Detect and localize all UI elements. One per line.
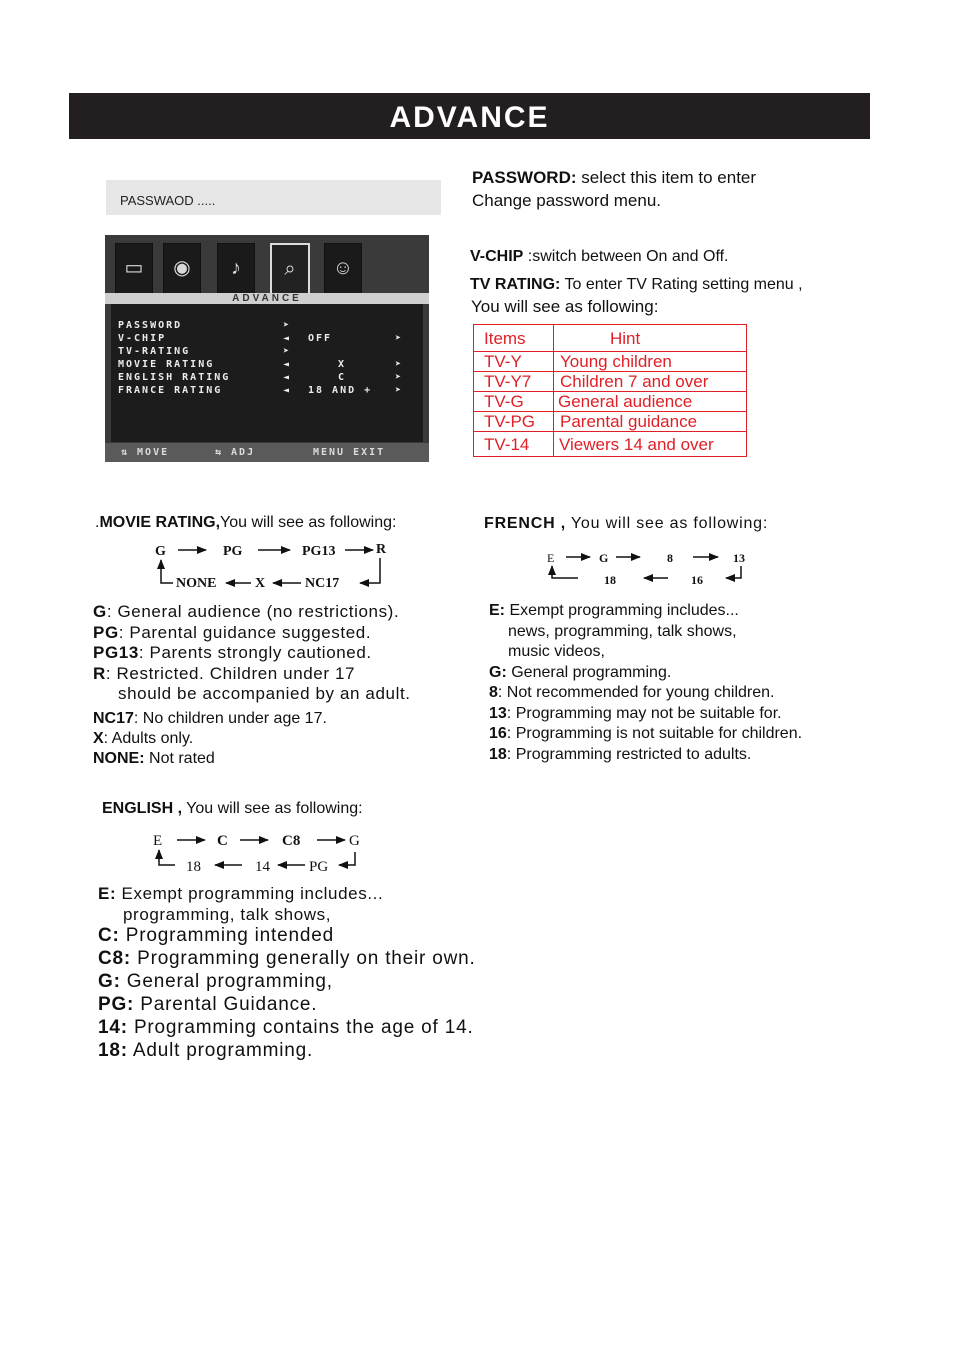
movie-defs xyxy=(93,602,411,705)
arrow-down-left-icon xyxy=(339,852,355,865)
def-term: PG13 xyxy=(93,643,139,662)
table-cell: General audience xyxy=(554,392,747,412)
footer-adj: ⇆ ADJ xyxy=(215,447,256,458)
tv-menu-footer xyxy=(105,443,429,462)
def-term: G: xyxy=(489,663,507,681)
french-heading-rest: You will see as following: xyxy=(565,515,769,532)
def-desc: should be accompanied by an adult. xyxy=(118,684,411,703)
def-term: 16 xyxy=(489,725,507,742)
table-cell: TV-G xyxy=(474,392,554,412)
french-heading xyxy=(484,515,768,533)
def-desc: : Programming may not be suitable for. xyxy=(506,704,782,722)
def-desc: General programming. xyxy=(506,663,672,681)
table-cell: Viewers 14 and over xyxy=(554,432,747,457)
english-heading-rest: You will see as following: xyxy=(182,800,363,817)
flow-node: G xyxy=(155,544,166,559)
movie-def-r xyxy=(93,664,411,685)
tv-rating-table xyxy=(473,324,747,457)
tv-row-english-rating xyxy=(118,372,418,385)
english-def-18 xyxy=(98,1039,476,1062)
vchip-term: V-CHIP xyxy=(470,248,524,265)
french-def-g xyxy=(489,663,802,684)
english-def-c8 xyxy=(98,947,476,970)
movie-def-nc17 xyxy=(93,709,327,729)
tv-rating-desc-text: To enter TV Rating setting menu , xyxy=(560,276,803,293)
french-def-e-cont1 xyxy=(489,622,802,643)
arrow-down-left-icon xyxy=(360,558,380,583)
password-box xyxy=(106,180,441,215)
table-row xyxy=(474,412,747,432)
page-title: ADVANCE xyxy=(389,101,550,134)
arrow-right-icon: ➤ xyxy=(283,346,292,357)
tv-row-france-rating xyxy=(118,385,418,398)
title-bar xyxy=(69,93,870,139)
flow-node: E xyxy=(547,551,555,565)
english-def-g xyxy=(98,970,476,993)
tv-row-label: PASSWORD xyxy=(118,320,183,331)
movie-rating-heading xyxy=(95,514,396,532)
arrow-right-icon: ➤ xyxy=(395,333,404,344)
def-desc: Programming generally on their own. xyxy=(131,948,476,969)
def-desc: Exempt programming includes... xyxy=(116,884,384,903)
def-desc: news, programming, talk shows, xyxy=(508,622,737,640)
movie-def-r-cont xyxy=(93,684,411,705)
flow-node: G xyxy=(349,833,360,849)
def-desc: Adult programming. xyxy=(127,1040,314,1061)
table-header-row xyxy=(474,325,747,352)
movie-heading-term: MOVIE RATING, xyxy=(99,514,221,531)
tv-row-vchip xyxy=(118,333,418,346)
flow-node: PG xyxy=(223,544,243,559)
flow-node: 16 xyxy=(691,573,703,587)
tv-row-tv-rating xyxy=(118,346,418,359)
def-term: 18: xyxy=(98,1040,128,1061)
english-def-pg xyxy=(98,993,476,1016)
def-desc: Programming intended xyxy=(119,925,334,946)
def-desc: Exempt programming includes... xyxy=(505,602,739,619)
def-term: C8: xyxy=(98,948,132,969)
table-cell: TV-PG xyxy=(474,412,554,432)
french-rating-flow xyxy=(538,546,753,588)
arrow-left-icon: ◄ xyxy=(283,359,292,370)
flow-node: 18 xyxy=(604,573,616,587)
tv-row-label: V-CHIP xyxy=(118,333,167,344)
def-term: R xyxy=(93,663,106,683)
table-row xyxy=(474,372,747,392)
monitor-icon: ▭ xyxy=(115,243,153,295)
arrow-left-icon: ◄ xyxy=(283,372,292,383)
movie-def-g xyxy=(93,602,411,623)
def-desc: Not rated xyxy=(144,750,215,767)
def-term: E: xyxy=(98,884,117,903)
flow-node: R xyxy=(376,542,387,557)
french-def-13 xyxy=(489,704,802,725)
arrow-right-icon: ➤ xyxy=(395,359,404,370)
flow-node: NONE xyxy=(176,576,217,591)
def-desc: : Parents strongly cautioned. xyxy=(138,643,372,662)
arrow-left-icon: ◄ xyxy=(283,385,292,396)
tv-row-value: OFF xyxy=(308,333,333,344)
footer-move: ⇅ MOVE xyxy=(121,447,170,458)
def-desc: Parental Guidance. xyxy=(134,994,318,1015)
table-row xyxy=(474,352,747,372)
table-cell: TV-Y xyxy=(474,352,554,372)
def-desc: : Programming restricted to adults. xyxy=(506,745,752,763)
advance-icon: ☺ xyxy=(324,243,362,295)
password-desc xyxy=(472,168,756,188)
password-box-text: PASSWAOD ..... xyxy=(120,193,216,208)
french-def-8 xyxy=(489,683,802,704)
def-desc: : General audience (no restrictions). xyxy=(106,602,400,621)
table-cell: Parental guidance xyxy=(554,412,747,432)
tv-menu-panel xyxy=(111,304,423,442)
arrow-right-icon: ➤ xyxy=(283,320,292,331)
french-def-18 xyxy=(489,745,802,766)
def-desc: Programming contains the age of 14. xyxy=(127,1017,474,1038)
french-heading-term: FRENCH , xyxy=(484,515,566,532)
table-row xyxy=(474,392,747,412)
flow-node: 8 xyxy=(667,551,673,565)
def-term: PG xyxy=(93,622,119,642)
tv-row-value: C xyxy=(338,372,347,383)
password-term: PASSWORD: xyxy=(472,168,577,187)
english-heading-term: ENGLISH , xyxy=(102,800,183,817)
french-def-e xyxy=(489,601,802,622)
def-term: NC17 xyxy=(93,710,134,727)
vchip-desc xyxy=(470,248,729,266)
table-cell: TV-14 xyxy=(474,432,554,457)
flow-node: G xyxy=(599,551,609,565)
movie-def-pg13 xyxy=(93,643,411,664)
footer-exit: MENU EXIT xyxy=(313,447,386,458)
arrow-left-icon: ◄ xyxy=(283,333,292,344)
english-defs-2 xyxy=(98,924,476,1062)
search-icon: ⌕ xyxy=(270,243,310,297)
tv-row-value: 18 AND + xyxy=(308,385,373,396)
flow-node: E xyxy=(153,833,163,849)
flow-node: C xyxy=(217,833,228,849)
flow-node: 14 xyxy=(255,859,270,875)
arrow-right-icon: ➤ xyxy=(395,385,404,396)
english-def-c xyxy=(98,924,476,947)
def-term: G: xyxy=(98,971,121,992)
vchip-desc-text: :switch between On and Off. xyxy=(523,248,729,265)
tv-rating-term: TV RATING: xyxy=(470,276,561,293)
movie-def-pg xyxy=(93,623,411,644)
tv-rating-desc xyxy=(470,276,803,294)
flow-node: 18 xyxy=(186,859,201,875)
tv-row-value: X xyxy=(338,359,347,370)
tv-row-movie-rating xyxy=(118,359,418,372)
english-heading xyxy=(102,800,363,818)
tv-row-label: ENGLISH RATING xyxy=(118,372,231,383)
flow-node: NC17 xyxy=(305,576,340,591)
english-rating-flow xyxy=(145,828,375,878)
def-term: C: xyxy=(98,925,120,946)
arrow-right-icon: ➤ xyxy=(395,372,404,383)
table-cell: Young children xyxy=(554,352,747,372)
movie-defs-2 xyxy=(93,709,327,769)
arrow-up-icon xyxy=(159,850,175,865)
def-term: 14: xyxy=(98,1017,128,1038)
table-cell: TV-Y7 xyxy=(474,372,554,392)
def-desc: : Adults only. xyxy=(103,730,194,747)
tv-row-label: MOVIE RATING xyxy=(118,359,215,370)
def-term: 18 xyxy=(489,745,507,763)
flow-node: PG xyxy=(309,859,329,875)
def-term: 13 xyxy=(489,704,507,722)
def-term: 8 xyxy=(489,684,498,701)
english-def-14 xyxy=(98,1016,476,1039)
flow-node: 13 xyxy=(733,551,745,565)
def-desc: : Parental guidance suggested. xyxy=(118,622,372,642)
sound-icon: ♪ xyxy=(217,243,255,295)
disc-icon: ◉ xyxy=(163,243,201,295)
english-defs xyxy=(98,884,383,925)
movie-heading-rest: You will see as following: xyxy=(220,514,397,531)
tv-row-label: FRANCE RATING xyxy=(118,385,223,396)
def-desc: General programming, xyxy=(120,971,333,992)
def-term: PG: xyxy=(98,994,135,1015)
table-header-hint: Hint xyxy=(554,325,747,352)
table-cell: Children 7 and over xyxy=(554,372,747,392)
table-row xyxy=(474,432,747,457)
movie-def-none xyxy=(93,749,327,769)
flow-node: X xyxy=(255,576,266,591)
def-desc: : Not recommended for young children. xyxy=(497,684,775,701)
table-header-items: Items xyxy=(474,325,554,352)
movie-rating-flow xyxy=(140,538,400,596)
tv-menu-header: ADVANCE xyxy=(105,293,429,304)
tv-row-label: TV-RATING xyxy=(118,346,191,357)
french-def-e-cont2 xyxy=(489,642,802,663)
french-def-16 xyxy=(489,724,802,745)
flow-node: PG13 xyxy=(302,544,336,559)
def-term: G xyxy=(93,602,107,621)
movie-def-x xyxy=(93,729,327,749)
flow-node: C8 xyxy=(282,833,301,849)
movie-heading-prefix: . xyxy=(95,514,100,531)
def-desc: : No children under age 17. xyxy=(133,710,327,727)
def-desc: programming, talk shows, xyxy=(123,904,332,924)
english-def-e-cont xyxy=(98,905,383,926)
english-def-e xyxy=(98,884,383,905)
arrow-up-icon xyxy=(552,566,578,578)
french-defs xyxy=(489,601,802,765)
tv-menu-screenshot xyxy=(105,235,429,462)
arrow-up-icon xyxy=(161,560,173,583)
tv-rating-line2: You will see as following: xyxy=(471,297,659,316)
password-desc-line1: select this item to enter xyxy=(576,168,757,187)
tv-row-password xyxy=(118,320,418,333)
def-term: E: xyxy=(489,602,505,619)
def-desc: : Restricted. Children under 17 xyxy=(105,663,356,683)
def-term: NONE: xyxy=(93,750,145,767)
arrow-down-left-icon xyxy=(726,566,741,578)
password-desc-line2: Change password menu. xyxy=(472,191,662,210)
def-desc: : Programming is not suitable for children. xyxy=(506,725,803,742)
def-desc: music videos, xyxy=(508,643,605,660)
def-term: X xyxy=(93,730,104,747)
